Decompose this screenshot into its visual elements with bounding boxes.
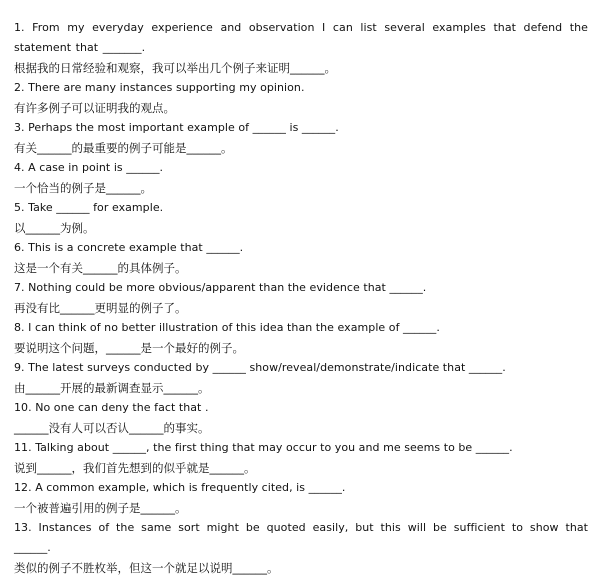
chinese-translation: ______没有人可以否认______的事实。 xyxy=(14,421,210,435)
chinese-translation: 这是一个有关______的具体例子。 xyxy=(14,261,187,275)
english-sentence: 1. From my everyday experience and observation I can list several examples that defend the statement that _______. xyxy=(14,21,588,54)
chinese-translation: 以______为例。 xyxy=(14,221,95,235)
english-sentence: 9. The latest surveys conducted by ______ show/reveal/demonstrate/indicate that ______. xyxy=(14,361,506,374)
chinese-translation: 由______开展的最新调查显示______。 xyxy=(14,381,210,395)
chinese-translation: 一个被普遍引用的例子是______。 xyxy=(14,501,187,515)
list-item xyxy=(14,518,588,578)
list-item xyxy=(14,478,588,518)
chinese-translation: 说到______，我们首先想到的似乎就是______。 xyxy=(14,461,256,475)
list-item xyxy=(14,398,588,438)
english-sentence: 13. Instances of the same sort might be quoted easily, but this will be sufficient to show that ______. xyxy=(14,521,588,554)
chinese-translation: 要说明这个问题，______是一个最好的例子。 xyxy=(14,341,244,355)
english-sentence: 12. A common example, which is frequently cited, is ______. xyxy=(14,481,346,494)
phrase-list xyxy=(14,18,588,578)
list-item xyxy=(14,318,588,358)
english-sentence: 2. There are many instances supporting my opinion. xyxy=(14,81,305,94)
chinese-translation: 一个恰当的例子是______。 xyxy=(14,181,152,195)
list-item xyxy=(14,438,588,478)
english-sentence: 4. A case in point is ______. xyxy=(14,161,164,174)
chinese-translation: 有许多例子可以证明我的观点。 xyxy=(14,101,175,115)
list-item xyxy=(14,158,588,198)
english-sentence: 6. This is a concrete example that ______. xyxy=(14,241,244,254)
english-sentence: 10. No one can deny the fact that . xyxy=(14,401,209,414)
english-sentence: 7. Nothing could be more obvious/apparent than the evidence that ______. xyxy=(14,281,427,294)
chinese-translation: 类似的例子不胜枚举，但这一个就足以说明______。 xyxy=(14,561,279,575)
chinese-translation: 根据我的日常经验和观察，我可以举出几个例子来证明______。 xyxy=(14,61,336,75)
list-item xyxy=(14,358,588,398)
list-item xyxy=(14,278,588,318)
chinese-translation: 再没有比______更明显的例子了。 xyxy=(14,301,187,315)
english-sentence: 3. Perhaps the most important example of ______ is ______. xyxy=(14,121,339,134)
chinese-translation: 有关______的最重要的例子可能是______。 xyxy=(14,141,233,155)
list-item xyxy=(14,238,588,278)
list-item xyxy=(14,18,588,78)
english-sentence: 8. I can think of no better illustration of this idea than the example of ______. xyxy=(14,321,440,334)
list-item xyxy=(14,118,588,158)
list-item xyxy=(14,78,588,118)
list-item xyxy=(14,198,588,238)
english-sentence: 11. Talking about ______, the first thing that may occur to you and me seems to be ______. xyxy=(14,441,513,454)
english-sentence: 5. Take ______ for example. xyxy=(14,201,164,214)
